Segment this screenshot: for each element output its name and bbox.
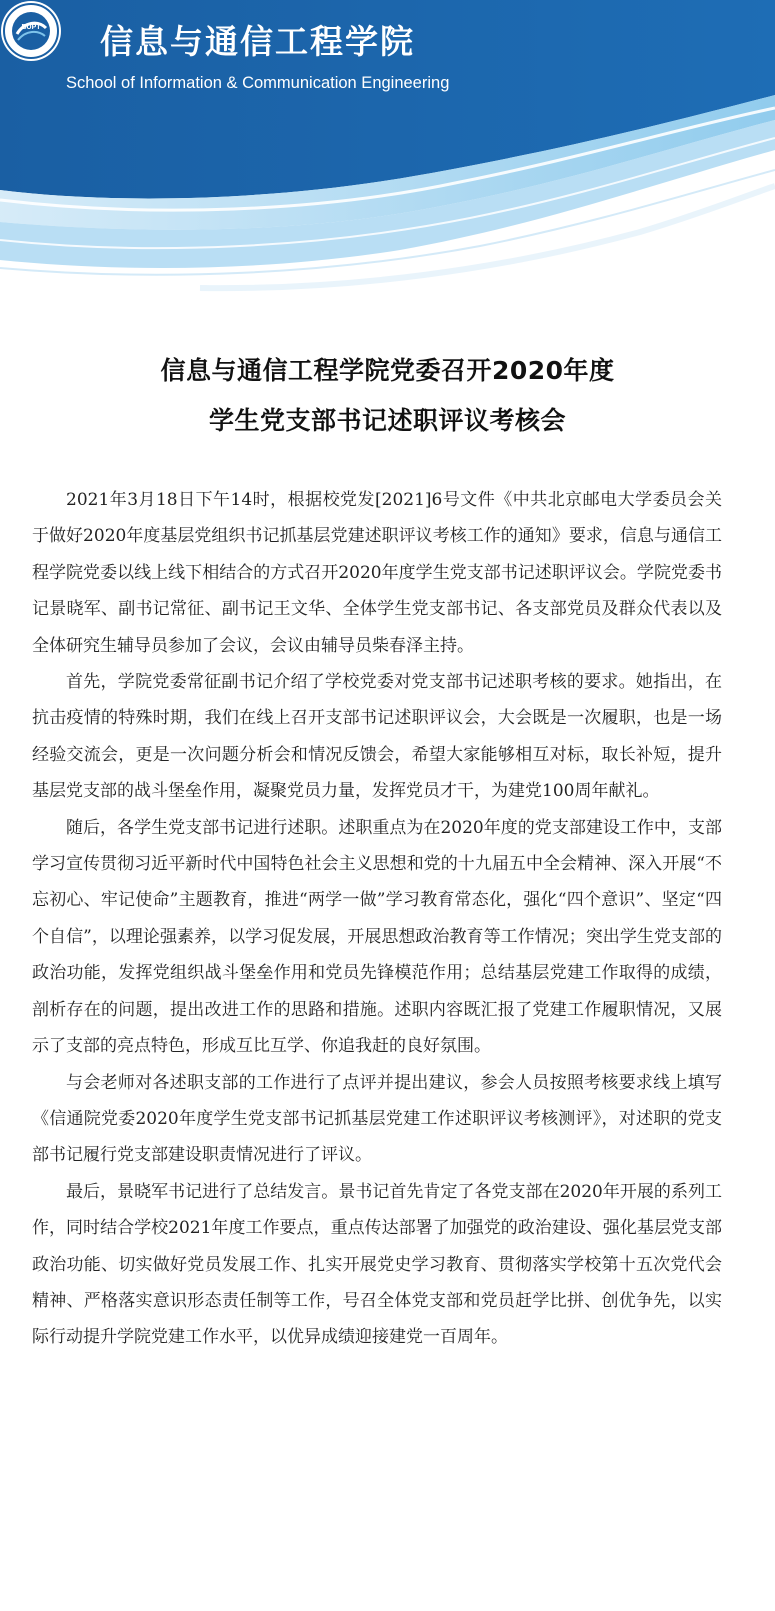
- title-line-1: 信息与通信工程学院党委召开2020年度: [160, 356, 615, 385]
- header-banner: [0, 0, 775, 300]
- logo-text: BUPT: [21, 24, 41, 31]
- school-name-cn: 信息与通信工程学院: [100, 22, 415, 61]
- paragraph: 与会老师对各述职支部的工作进行了点评并提出建议，参会人员按照考核要求线上填写《信通院党委2020年度学生党支部书记抓基层党建工作述职评议考核测评》，对述职的党支部书记履行党支部建设职责情况进行了评议。: [32, 1072, 722, 1166]
- paragraph: 首先，学院党委常征副书记介绍了学校党委对党支部书记述职考核的要求。她指出，在抗击疫情的特殊时期，我们在线上召开支部书记述职评议会，大会既是一次履职，也是一场经验交流会，更是一次问题分析会和情况反馈会，希望大家能够相互对标，取长补短，提升基层党支部的战斗堡垒作用，凝聚党员力量，发挥党员才干，为建党100周年献礼。: [32, 672, 722, 802]
- article-body: [32, 482, 722, 1356]
- school-name-en: School of Information & Communication Engineering: [66, 74, 450, 92]
- paragraph: 随后，各学生党支部书记进行述职。述职重点为在2020年度的党支部建设工作中，支部学习宣传贯彻习近平新时代中国特色社会主义思想和党的十九届五中全会精神、深入开展“不忘初心、牢记使命”主题教育，推进“两学一做”学习教育常态化，强化“四个意识”、坚定“四个自信”，以理论强素养，以学习促发展，开展思想政治教育等工作情况；突出学生党支部的政治功能，发挥党组织战斗堡垒作用和党员先锋模范作用；总结基层党建工作取得的成绩，剖析存在的问题，提出改进工作的思路和措施。述职内容既汇报了党建工作履职情况，又展示了支部的亮点特色，形成互比互学、你追我赶的良好氛围。: [32, 817, 722, 1057]
- title-line-2: 学生党支部书记述职评议考核会: [208, 406, 566, 435]
- article-title: [0, 346, 775, 446]
- paragraph: 2021年3月18日下午14时，根据校党发[2021]6号文件《中共北京邮电大学委员会关于做好2020年度基层党组织书记抓基层党建述职评议考核工作的通知》要求，信息与通信工程学院党委以线上线下相结合的方式召开2020年度学生党支部书记述职评议会。学院党委书记景晓军、副书记常征、副书记王文华、全体学生党支部书记、各支部党员及群众代表以及全体研究生辅导员参加了会议，会议由辅导员柴春泽主持。: [32, 490, 722, 656]
- school-logo-icon: [0, 0, 62, 62]
- paragraph: 最后，景晓军书记进行了总结发言。景书记首先肯定了各党支部在2020年开展的系列工作，同时结合学校2021年度工作要点，重点传达部署了加强党的政治建设、强化基层党支部政治功能、切实做好党员发展工作、扎实开展党史学习教育、贯彻落实学校第十五次党代会精神、严格落实意识形态责任制等工作，号召全体党支部和党员赶学比拼、创优争先，以实际行动提升学院党建工作水平，以优异成绩迎接建党一百周年。: [32, 1181, 722, 1348]
